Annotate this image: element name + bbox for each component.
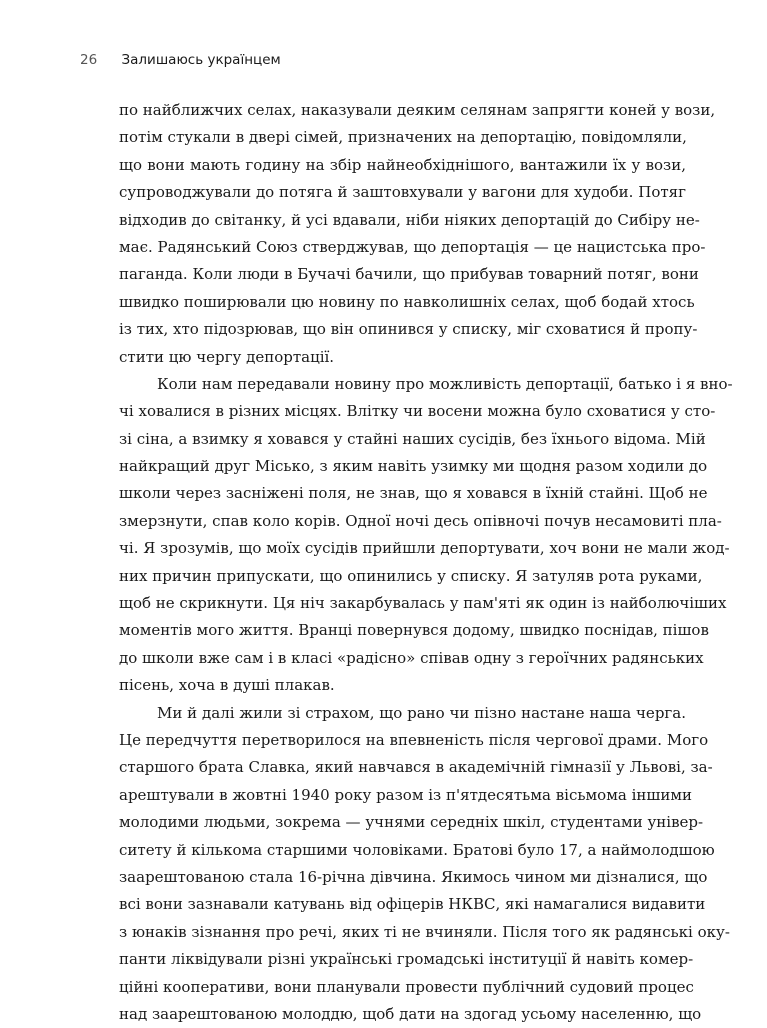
body-text <box>119 97 733 1028</box>
text-line: змерзнути, спав коло корів. Одної ночі десь опівночі почув несамовиті пла- <box>119 511 722 530</box>
text-line: швидко поширювали цю новину по навколишніх селах, щоб бодай хтось <box>119 292 695 311</box>
text-line: пісень, хоча в душі плакав. <box>119 676 335 695</box>
text-line: до школи вже сам і в класі «радісно» співав одну з героїчних радянських <box>119 648 704 667</box>
text-line: найкращий друг Місько, з яким навіть узимку ми щодня разом ходили до <box>119 457 708 476</box>
text-line: зі сіна, а взимку я ховався у стайні наших сусідів, без їхнього відома. Мій <box>119 429 706 448</box>
text-line: із тих, хто підозрював, що він опинився у списку, міг сховатися й пропу- <box>119 320 698 339</box>
running-title: Залишаюсь українцем <box>121 52 281 68</box>
text-line: що вони мають годину на збір найнеобхіднішого, вантажили їх у вози, <box>119 155 686 174</box>
page-header <box>80 52 687 74</box>
text-line: них причин припускати, що опинились у списку. Я затуляв рота руками, <box>119 566 703 585</box>
text-line: Це передчуття перетворилося на впевненість після чергової драми. Мого <box>119 730 709 749</box>
text-line: супроводжували до потяга й заштовхували у вагони для худоби. Потяг <box>119 183 686 202</box>
text-line: молодими людьми, зокрема — учнями середніх шкіл, студентами універ- <box>119 813 704 832</box>
text-line: старшого брата Славка, який навчався в академічній гімназії у Львові, за- <box>119 758 713 777</box>
paragraph-first-line: Ми й далі жили зі страхом, що рано чи пізно настане наша черга. <box>157 703 686 722</box>
text-line: заарештованою стала 16-річна дівчина. Якимось чином ми дізналися, що <box>119 867 708 886</box>
text-line: щоб не скрикнути. Ця ніч закарбувалась у пам'яті як один із найболючіших <box>119 594 727 613</box>
text-line: відходив до світанку, й усі вдавали, ніби ніяких депортацій до Сибіру не- <box>119 210 700 229</box>
text-line: ситету й кількома старшими чоловіками. Братові було 17, а наймолодшою <box>119 840 715 859</box>
text-line: школи через засніжені поля, не знав, що я ховався в їхній стайні. Щоб не <box>119 484 708 503</box>
text-line: з юнаків зізнання про речі, яких ті не вчиняли. Після того як радянські оку- <box>119 922 730 941</box>
text-line: панти ліквідували різні українські громадські інституції й навіть комер- <box>119 950 694 969</box>
text-line: ційні кооперативи, вони планували провести публічний судовий процес <box>119 977 694 996</box>
page-number: 26 <box>80 52 98 68</box>
text-line: чі ховалися в різних місцях. Влітку чи восени можна було сховатися у сто- <box>119 402 716 421</box>
text-line: моментів мого життя. Вранці повернувся додому, швидко поснідав, пішов <box>119 621 709 640</box>
text-line: над заарештованою молоддю, щоб дати на здогад усьому населенню, що <box>119 1004 702 1023</box>
text-line: потім стукали в двері сімей, призначених на депортацію, повідомляли, <box>119 128 687 147</box>
text-line: паганда. Коли люди в Бучачі бачили, що прибував товарний потяг, вони <box>119 265 699 284</box>
text-line: арештували в жовтні 1940 року разом із п'ятдесятьма вісьмома іншими <box>119 785 692 804</box>
text-line: стити цю чергу депортації. <box>119 347 335 366</box>
paragraph-first-line: Коли нам передавали новину про можливість депортації, батько і я вно- <box>157 374 733 393</box>
text-line: по найближчих селах, наказували деяким селянам запрягти коней у вози, <box>119 101 716 119</box>
text-line: чі. Я зрозумів, що моїх сусідів прийшли депортувати, хоч вони не мали жод- <box>119 539 730 558</box>
text-line: має. Радянський Союз стверджував, що депортація — це нацистська про- <box>119 237 706 256</box>
text-line: всі вони зазнавали катувань від офіцерів НКВС, які намагалися видавити <box>119 895 706 914</box>
